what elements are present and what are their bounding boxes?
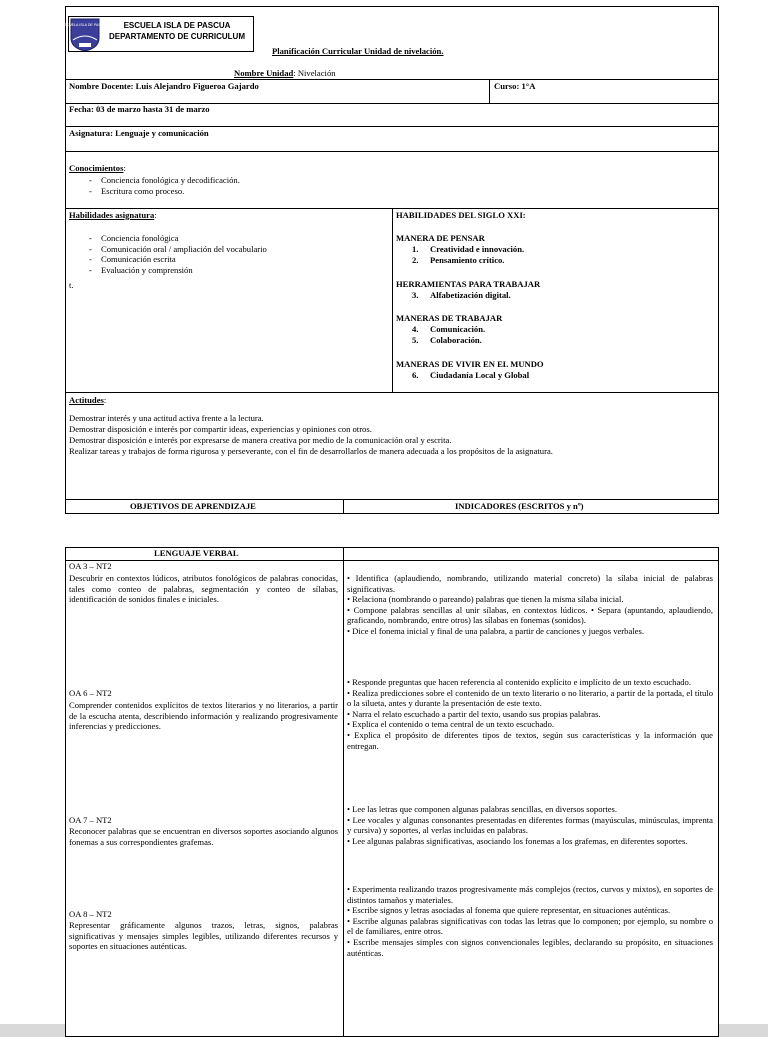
knowledge-list bbox=[69, 175, 240, 196]
list-item: 5. Colaboración. bbox=[412, 335, 482, 346]
list-item: 4. Comunicación. bbox=[412, 324, 486, 334]
skills-title-line: Habilidades asignatura: bbox=[69, 210, 157, 220]
attitude-line: Demostrar interés y una actitud activa frente a la lectura. bbox=[69, 413, 264, 423]
list-item: 2. Pensamiento crítico. bbox=[412, 255, 505, 266]
school-name-block bbox=[104, 20, 250, 42]
list-item: - Evaluación y comprensión bbox=[69, 265, 267, 276]
unit-value: : Nivelación bbox=[293, 68, 336, 78]
objective-description: Reconocer palabras que se encuentran en diversos soportes asociando algunos fonemas a sus correspondientes grafemas. bbox=[69, 826, 338, 847]
objectives-header: OBJETIVOS DE APRENDIZAJE bbox=[130, 501, 256, 511]
section-title: LENGUAJE VERBAL bbox=[154, 548, 239, 558]
attitude-line: Demostrar disposición e interés por compartir ideas, experiencias y opiniones con otros. bbox=[69, 424, 372, 434]
document-title: Planificación Curricular Unidad de nivelación. bbox=[272, 46, 444, 56]
knowledge-title: Conocimientos bbox=[69, 163, 124, 173]
list-item: 6. Ciudadanía Local y Global bbox=[412, 370, 530, 380]
indicator-item: • Identifica (aplaudiendo, nombrando, utilizando material concreto) la sílaba inicial de palabras significativas. bbox=[347, 573, 713, 594]
indicator-item: • Explica el propósito de diferentes tipos de textos, según sus características y la información que entregan. bbox=[347, 729, 713, 751]
course-label: Curso: bbox=[494, 81, 520, 91]
objective-description: Descubrir en contextos lúdicos, atributos fonológicos de palabras conocidas, tales como conteo de palabras, segmentación y conteo de sílabas, identificación de sonidos finales e iniciales. bbox=[69, 573, 338, 605]
subject-value: Lenguaje y comunicación bbox=[115, 128, 209, 138]
indicator-item: • Narra el relato escuchado a partir del texto, usando sus propias palabras. bbox=[347, 708, 601, 719]
century-group-list bbox=[396, 324, 485, 347]
attitude-line: Demostrar disposición e interés por expresarse de manera creativa por medio de la comunicación oral y escrita. bbox=[69, 435, 452, 445]
list-item: 3. Alfabetización digital. bbox=[412, 290, 511, 300]
indicator-block bbox=[347, 677, 713, 751]
course-value: 1°A bbox=[521, 81, 536, 91]
indicators-header: INDICADORES (ESCRITOS y nº) bbox=[455, 501, 584, 511]
skills-list bbox=[69, 233, 267, 275]
subject-line bbox=[69, 128, 209, 139]
century-group-heading: MANERAS DE VIVIR EN EL MUNDO bbox=[396, 359, 544, 369]
teacher-line bbox=[69, 81, 259, 92]
objective-code: OA 3 – NT2 bbox=[69, 561, 112, 571]
list-item: - Comunicación escrita bbox=[69, 254, 267, 265]
objective-description: Representar gráficamente algunos trazos, letras, signos, palabras significativas y mensajes simples legibles, utilizando diferentes recursos y soportes en situaciones auténticas. bbox=[69, 920, 338, 952]
indicator-item: • Dice el fonema inicial y final de una palabra, a partir de canciones y juegos verbales. bbox=[347, 625, 644, 636]
course-line bbox=[494, 81, 535, 92]
skills-title: Habilidades asignatura bbox=[69, 210, 155, 220]
list-item: 1. Creatividad e innovación. bbox=[412, 244, 525, 254]
list-item: - Comunicación oral / ampliación del vocabulario bbox=[69, 244, 267, 255]
objective-code: OA 6 – NT2 bbox=[69, 688, 112, 698]
school-name: ESCUELA ISLA DE PASCUA bbox=[123, 21, 231, 30]
list-item: - Escritura como proceso. bbox=[69, 186, 240, 197]
date-line bbox=[69, 104, 210, 115]
objective-code: OA 7 – NT2 bbox=[69, 815, 112, 825]
indicator-item: • Lee vocales y algunas consonantes presentadas en diferentes formas (mayúsculas, minúsculas, imprenta y cursiva) y soportes, al verlas incluidas en palabras. bbox=[347, 814, 713, 836]
list-item: - Conciencia fonológica bbox=[69, 233, 267, 244]
century-title-line: HABILIDADES DEL SIGLO XXI: bbox=[396, 210, 526, 220]
century-group-heading: MANERAS DE TRABAJAR bbox=[396, 313, 503, 323]
indicator-item: • Explica el contenido o tema central de un texto escuchado. bbox=[347, 719, 555, 730]
indicator-item: • Responde preguntas que hacen referencia al contenido explícito e implícito de un texto escuchado. bbox=[347, 677, 692, 687]
indicator-item: • Lee las letras que componen algunas palabras sencillas, en diversos soportes. bbox=[347, 804, 618, 814]
crest-lettering: ESCUELA ISLA DE PASCUA bbox=[61, 23, 109, 27]
unit-line bbox=[234, 68, 336, 79]
subject-label: Asignatura: bbox=[69, 128, 113, 138]
century-group-list bbox=[396, 290, 511, 301]
date-label: Fecha: bbox=[69, 104, 94, 114]
indicator-block bbox=[347, 804, 713, 846]
indicator-item: • Experimenta realizando trazos progresivamente más complejos (rectos, curvos y mixtos), en soportes de distintos tamaños y materiales. bbox=[347, 884, 713, 905]
indicator-item: • Escribe signos y letras asociadas al fonema que quiere representar, en situaciones auténticas. bbox=[347, 905, 671, 916]
indicator-block bbox=[347, 884, 713, 958]
department-name: DEPARTAMENTO DE CURRICULUM bbox=[109, 32, 245, 41]
objective-description: Comprender contenidos explícitos de textos literarios y no literarios, a partir de la escucha atenta, describiendo información y realizando progresivamente inferencias y predicciones. bbox=[69, 700, 338, 732]
attitudes-title: Actitudes bbox=[69, 395, 104, 405]
indicator-block bbox=[347, 573, 713, 637]
indicator-item: • Realiza predicciones sobre el contenido de un texto literario o no literario, a partir de la portada, el título o la silueta, antes y durante la presentación de este texto. bbox=[347, 687, 713, 709]
century-group-list bbox=[396, 370, 529, 381]
indicator-item: • Lee algunas palabras significativas, asociando los fonemas a los grafemas, en diferentes soportes. bbox=[347, 835, 688, 846]
objective-code: OA 8 – NT2 bbox=[69, 909, 112, 919]
century-group-heading: HERRAMIENTAS PARA TRABAJAR bbox=[396, 279, 541, 289]
century-group-list bbox=[396, 244, 524, 267]
unit-label: Nombre Unidad bbox=[234, 68, 294, 78]
indicator-item: • Relaciona (nombrando o pareando) palabras que tienen la misma sílaba inicial. bbox=[347, 594, 624, 605]
indicator-item: • Escribe algunas palabras significativas con todas las letras que lo componen; por ejemplo, su nombre o el de familiares, entre otros. bbox=[347, 915, 713, 937]
date-value: 03 de marzo hasta 31 de marzo bbox=[95, 104, 210, 114]
indicator-item: • Escribe mensajes simples con signos convencionales legibles, declarando su propósito, en situaciones auténticas. bbox=[347, 936, 713, 958]
attitude-line: Realizar tareas y trabajos de forma rigurosa y perseverante, con el fin de desarrollarlos de manera adecuada a los propósitos de la asignatura. bbox=[69, 446, 553, 456]
century-group-heading: MANERA DE PENSAR bbox=[396, 233, 485, 243]
school-crest-icon bbox=[61, 18, 109, 52]
indicator-item: • Compone palabras sencillas al unir sílabas, en contextos lúdicos. • Separa (apuntando, aplaudiendo, graficando, nombrando, entre otros) las sílabas en fonemas (sonidos). bbox=[347, 604, 713, 626]
stray-mark: t. bbox=[69, 280, 74, 290]
list-item: - Conciencia fonológica y decodificación. bbox=[69, 175, 240, 186]
knowledge-title-line: Conocimientos: bbox=[69, 163, 126, 173]
century-title: HABILIDADES DEL SIGLO XXI bbox=[396, 210, 523, 220]
teacher-label: Nombre Docente: bbox=[69, 81, 134, 91]
attitudes-title-line: Actitudes: bbox=[69, 395, 107, 405]
teacher-name: Luis Alejandro Figueroa Gajardo bbox=[135, 81, 259, 91]
